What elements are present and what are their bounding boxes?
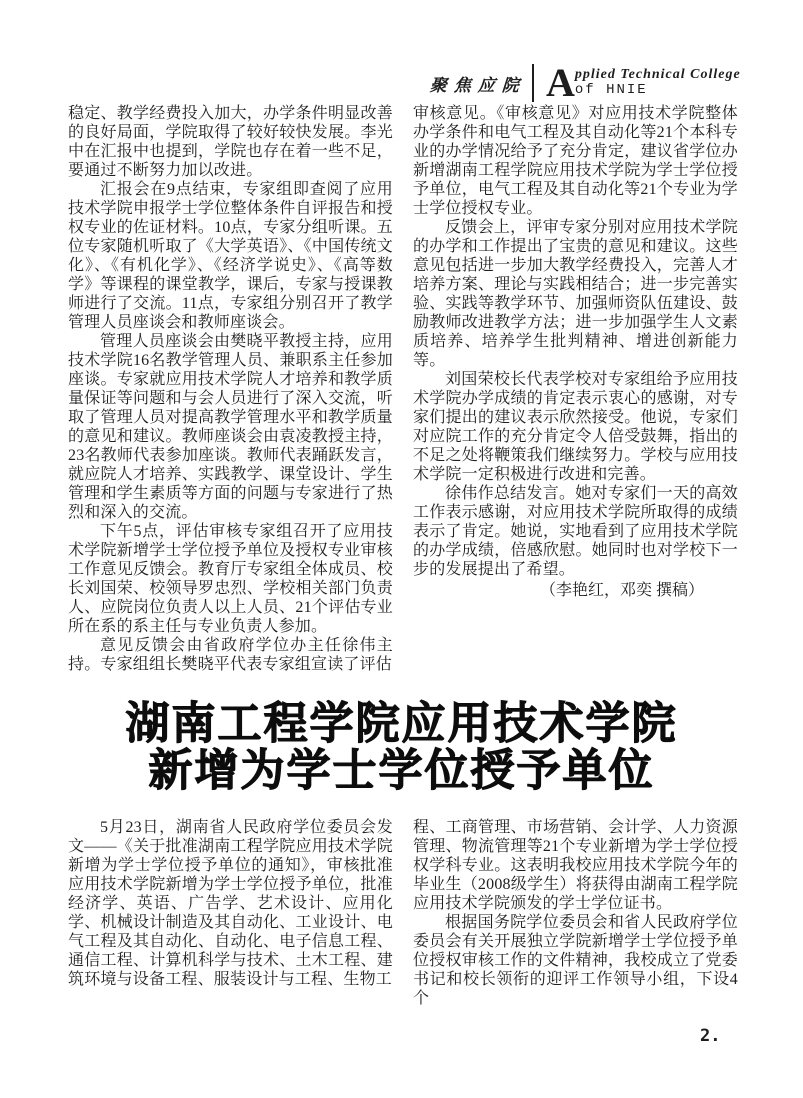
article2-right-column — [413, 818, 738, 1008]
article2-columns — [68, 818, 738, 1008]
logo-text — [575, 67, 741, 98]
header-divider — [532, 64, 534, 102]
article1-right-paragraph-2: 反馈会上，评审专家分别对应用技术学院的办学和工作提出了宝贵的意见和建议。这些意见包括进一步加大教学经费投入，完善人才培养方案、理论与实践相结合；进一步完善实验、实践等教学环节、加强师资队伍建设、鼓励教师改进教学方法；进一步加强学生人文素质培养、培养学生批判精神、增进创新能力等。 — [413, 219, 738, 369]
college-logo — [546, 60, 741, 105]
article2-headline-line2: 新增为学士学位授予单位 — [148, 746, 655, 795]
article1-byline: （李艳红，邓奕 撰稿） — [539, 582, 704, 599]
article1-left-paragraph-2: 汇报会在9点结束，专家组即查阅了应用技术学院申报学士学位整体条件自评报告和授权专业的佐证材料。10点，专家分组听课。五位专家随机听取了《大学英语》、《中国传统文化》、《有机化学》、《经济学说史》、《高等数学》等课程的课堂教学，课后，专家与授课教师进行了交流。11点，专家组分别召开了教学管理人员座谈会和教师座谈会。 — [68, 181, 393, 331]
article1-left-paragraph-3: 管理人员座谈会由樊晓平教授主持，应用技术学院16名教学管理人员、兼职系主任参加座谈。专家就应用技术学院人才培养和教学质量保证等问题和与会人员进行了深入交流，听取了管理人员对提高教学管理水平和教学质量的意见和建议。教师座谈会由袁凌教授主持，23名教师代表参加座谈。教师代表踊跃发言，就应院人才培养、实践教学、课堂设计、学生管理和学生素质等方面的问题与专家进行了热烈和深入的交流。 — [68, 333, 393, 521]
article1-left-paragraph-1: 稳定、教学经费投入加大，办学条件明显改善的良好局面，学院取得了较好较快发展。李光中在汇报中也提到，学院也存在着一些不足，要通过不断努力加以改进。 — [68, 105, 393, 179]
logo-sub-line: of HNIE — [574, 82, 648, 98]
article1-right-paragraph-1: 审核意见。《审核意见》对应用技术学院整体办学条件和电气工程及其自动化等21个本科专业的办学情况给予了充分肯定，建议省学位办新增湖南工程学院应用技术学院为学士学位授予单位，电气工程及其自动化等21个专业为学士学位授权专业。 — [413, 105, 738, 217]
article1-columns — [68, 104, 738, 674]
section-label: 聚焦应院 — [429, 75, 527, 95]
article1-left-column — [68, 104, 393, 674]
logo-script-line: pplied Technical College — [574, 67, 741, 82]
article2-headline-line1: 湖南工程学院应用技术学院 — [125, 699, 678, 748]
logo-initial-letter: A — [546, 60, 575, 105]
article2-headline — [0, 700, 803, 794]
page-header — [429, 60, 741, 105]
article2-left-column — [68, 818, 393, 1008]
article2-right-paragraph-2: 根据国务院学位委员会和省人民政府学位委员会有关开展独立学院新增学士学位授予单位授权审核工作的文件精神，我校成立了党委书记和校长领衔的迎评工作领导小组，下设4个 — [413, 914, 738, 1007]
page-number: 2. — [700, 1026, 721, 1046]
article1-left-paragraph-4: 下午5点，评估审核专家组召开了应用技术学院新增学士学位授予单位及授权专业审核工作意见反馈会。教育厅专家组全体成员、校长刘国荣、校领导罗忠烈、学校相关部门负责人、应院岗位负责人以上人员、21个评估专业所在系的系主任与专业负责人参加。 — [68, 523, 393, 635]
article1-right-paragraph-3: 刘国荣校长代表学校对专家组给予应用技术学院办学成绩的肯定表示衷心的感谢，对专家们提出的建议表示欣然接受。他说，专家们对应院工作的充分肯定令人倍受鼓舞，指出的不足之处将鞭策我们继续努力。学校与应用技术学院一定积极进行改进和完善。 — [413, 371, 738, 483]
article2-left-paragraph-1: 5月23日，湖南省人民政府学位委员会发文——《关于批准湖南工程学院应用技术学院新增为学士学位授予单位的通知》，审核批准应用技术学院新增为学士学位授予单位，批准经济学、英语、广告学、艺术设计、应用化学、机械设计制造及其自动化、工业设计、电气工程及其自动化、自动化、电子信息工程、通信工程、计算机科学与技术、土木工程、建筑环境与设备工程、服装设计与工程、生物工 — [68, 819, 393, 988]
article1-right-column — [413, 104, 738, 674]
article2-right-paragraph-1: 程、工商管理、市场营销、会计学、人力资源管理、物流管理等21个专业新增为学士学位授权学科专业。这表明我校应用技术学院今年的毕业生（2008级学生）将获得由湖南工程学院应用技术学院颁发的学士学位证书。 — [413, 819, 738, 912]
article1-right-paragraph-4: 徐伟作总结发言。她对专家们一天的高效工作表示感谢，对应用技术学院所取得的成绩表示了肯定。她说，实地看到了应用技术学院的办学成绩，倍感欣慰。她同时也对学校下一步的发展提出了希望。 — [413, 485, 738, 578]
article1-left-paragraph-5: 意见反馈会由省政府学位办主任徐伟主持。专家组组长樊晓平代表专家组宣读了评估 — [68, 637, 393, 673]
